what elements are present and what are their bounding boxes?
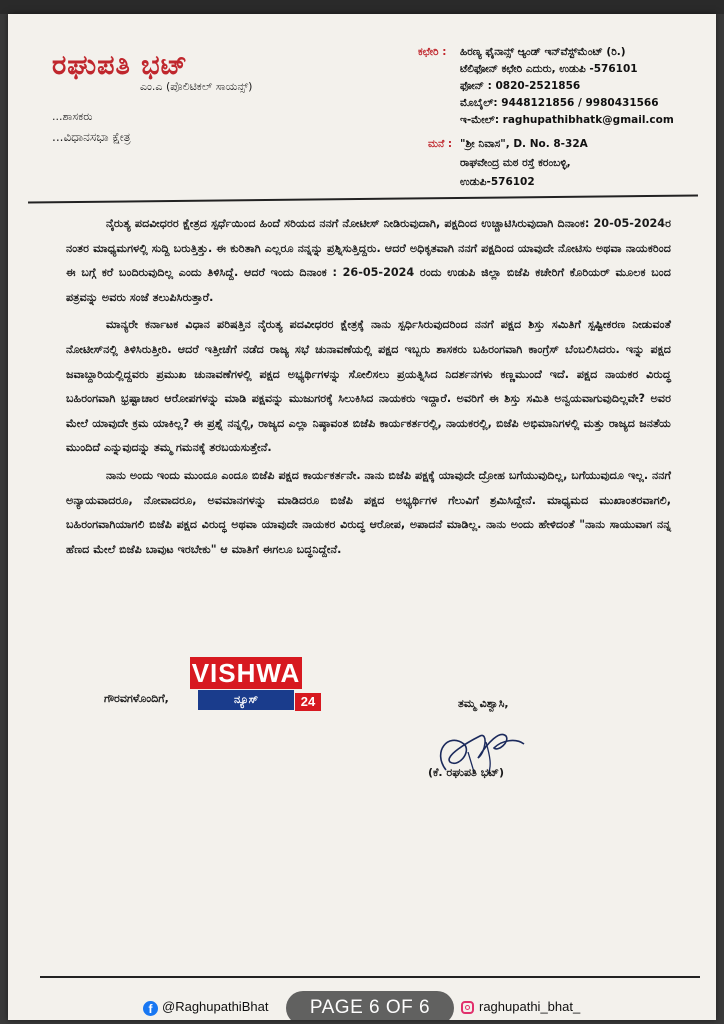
letterhead-name: ರಘುಪತಿ ಭಟ್	[52, 50, 189, 81]
watermark-bottom: ನ್ಯೂಸ್	[198, 690, 294, 710]
office-line: ಟೆಲಿಫೋನ್ ಕಛೇರಿ ಎದುರು, ಉಡುಪಿ -576101	[460, 63, 638, 75]
home-line: "ಶ್ರೀ ನಿವಾಸ", D. No. 8-32A	[460, 138, 588, 150]
instagram-handle-text: raghupathi_bhat_	[479, 999, 581, 1014]
facebook-handle-text: @RaghupathiBhat	[162, 999, 269, 1014]
letter-page	[8, 14, 716, 1020]
home-label: ಮನೆ :	[428, 138, 453, 150]
watermark-top: VISHWA	[191, 658, 301, 688]
footer-bar	[8, 986, 716, 1020]
office-phone: ಫೋನ್ : 0820-2521856	[460, 80, 581, 92]
page-indicator: PAGE 6 OF 6	[286, 991, 454, 1020]
footer-divider	[40, 976, 700, 978]
office-block	[418, 46, 446, 59]
letterhead-role-line2: ...ವಿಧಾನಸಭಾ ಕ್ಷೇತ್ರ	[52, 130, 131, 144]
signatory-name: (ಕೆ. ರಘುಪತಿ ಭಟ್)	[428, 766, 505, 779]
office-line: ಹಿರಣ್ಯ ಫೈನಾನ್ಸ್ ಆ್ಯಂಡ್ ಇನ್‌ವೆಸ್ಟ್‌ಮೆಂಟ್ (ರಿ.)	[460, 46, 626, 58]
body-paragraph: ನೈರುತ್ಯ ಪದವೀಧರರ ಕ್ಷೇತ್ರದ ಸ್ಪರ್ಧೆಯಿಂದ ಹಿಂದೆ ಸರಿಯದ ನನಗೆ ನೋಟೀಸ್ ನೀಡಿರುವುದಾಗಿ, ಪಕ್ಷದಿಂದ ಉಚ್ಚಾಟಿಸಿರುವುದಾಗಿ ದಿನಾಂಕ: 20-05-2024ರ ನಂತರ ಮಾಧ್ಯಮಗಳಲ್ಲಿ ಸುದ್ದಿ ಬರುತ್ತಿತ್ತು. ಈ ಕುರಿತಾಗಿ ಎಲ್ಲರೂ ನನ್ನನ್ನು ಪ್ರಶ್ನಿಸುತ್ತಿದ್ದರು. ಆದರೆ ಅಧಿಕೃತವಾಗಿ ನನಗೆ ಪಕ್ಷದಿಂದ ಯಾವುದೇ ನೋಟಿಸು ಅಥವಾ ನಾಯಕರಿಂದ ಈ ಬಗ್ಗೆ ಕರೆ ಬಂದಿರುವುದಿಲ್ಲ ಎಂದು ತಿಳಿಸಿದ್ದೆ. ಆದರೆ ಇಂದು ದಿನಾಂಕ : 26-05-2024 ರಂದು ಉಡುಪಿ ಜಿಲ್ಲಾ ಬಿಜೆಪಿ ಕಚೇರಿಗೆ ಕೊರಿಯರ್ ಮೂಲಕ ಬಂದ ಪತ್ರವನ್ನು ಅವರು ಸಂಜೆ ತಲುಪಿಸಿರುತ್ತಾರೆ.	[66, 217, 671, 304]
instagram-handle[interactable]	[461, 999, 580, 1014]
letterhead-degree: ಎಂ.ಎ (ಪೊಲಿಟಿಕಲ್ ಸಾಯನ್ಸ್)	[140, 80, 253, 93]
office-mobile: ಮೊಬೈಲ್: 9448121856 / 9980431566	[460, 97, 659, 109]
letterhead-role-line1: ...ಶಾಸಕರು	[52, 110, 93, 123]
closing-yours: ತಮ್ಮ ವಿಶ್ವಾಸಿ,	[458, 697, 509, 710]
home-line: ರಾಘವೇಂದ್ರ ಮಠ ರಸ್ತೆ ಕರಂಬಳ್ಳಿ,	[460, 157, 571, 169]
vishwa-news-watermark	[190, 657, 320, 713]
office-email: ಇ-ಮೇಲ್: raghupathibhatk@gmail.com	[460, 114, 674, 126]
facebook-handle[interactable]	[143, 999, 268, 1016]
body-paragraph: ಮಾನ್ಯರೇ ಕರ್ನಾಟಕ ವಿಧಾನ ಪರಿಷತ್ತಿನ ನೈರುತ್ಯ ಪದವೀಧರರ ಕ್ಷೇತ್ರಕ್ಕೆ ನಾನು ಸ್ಪರ್ಧಿಸಿರುವುದರಿಂದ ನನಗೆ ಪಕ್ಷದ ಶಿಸ್ತು ಸಮಿತಿಗೆ ಸ್ಪಷ್ಟೀಕರಣ ನೀಡುವಂತೆ ನೋಟೀಸ್‌ನಲ್ಲಿ ತಿಳಿಸಿರುತ್ತೀರಿ. ಆದರೆ ಇತ್ತೀಚೆಗೆ ನಡೆದ ರಾಜ್ಯ ಸಭೆ ಚುನಾವಣೆಯಲ್ಲಿ ಪಕ್ಷದ ಇಬ್ಬರು ಶಾಸಕರು ಬಹಿರಂಗವಾಗಿ ಕಾಂಗ್ರೆಸ್ ಬೆಂಬಲಿಸಿದರು. ಇನ್ನು ಪಕ್ಷದ ಜವಾಬ್ದಾರಿಯಲ್ಲಿದ್ದವರು ಪ್ರಮುಖ ಚುನಾವಣೆಗಳಲ್ಲಿ ಪಕ್ಷದ ಅಭ್ಯರ್ಥಿಗಳನ್ನು ಸೋಲಿಸಲು ಪ್ರಯತ್ನಿಸಿದ ನಿದರ್ಶನಗಳು ಕಣ್ಣಮುಂದೆ ಇದೆ. ಪಕ್ಷದ ನಾಯಕರ ವಿರುದ್ಧ ಬಹಿರಂಗವಾಗಿ ಭ್ರಷ್ಟಾಚಾರ ಆರೋಪಗಳನ್ನು ಮಾಡಿ ಪಕ್ಷವನ್ನು ಮುಜುಗರಕ್ಕೆ ಸಿಲುಕಿಸಿದ ನಾಯಕರು ಇದ್ದಾರೆ. ಅವರಿಗೆ ಈ ಶಿಸ್ತು ಸಮಿತಿ ಅನ್ವಯವಾಗುವುದಿಲ್ಲವೇ? ಅವರ ಮೇಲೆ ಯಾವುದೇ ಕ್ರಮ ಯಾಕಿಲ್ಲ? ಈ ಪ್ರಶ್ನೆ ನನ್ನಲ್ಲಿ, ರಾಜ್ಯದ ಎಲ್ಲಾ ನಿಷ್ಠಾವಂತ ಬಿಜೆಪಿ ಕಾರ್ಯಕರ್ತರಲ್ಲಿ, ನಾಯಕರಲ್ಲಿ, ಬಿಜೆಪಿ ಅಭಿಮಾನಿಗಳಲ್ಲಿ ಮತ್ತು ರಾಜ್ಯದ ಜನತೆಯ ಮುಂದಿದೆ ಎನ್ನುವುದನ್ನು ತಮ್ಮ ಗಮನಕ್ಕೆ ತರಬಯಸುತ್ತೇನೆ.	[66, 318, 671, 455]
home-line: ಉಡುಪಿ-576102	[460, 176, 535, 188]
top-dark-bar	[0, 0, 724, 14]
watermark-number: 24	[295, 693, 321, 711]
letter-body	[66, 212, 671, 565]
body-paragraph: ನಾನು ಅಂದು ಇಂದು ಮುಂದೂ ಎಂದೂ ಬಿಜೆಪಿ ಪಕ್ಷದ ಕಾರ್ಯಕರ್ತನೇ. ನಾನು ಬಿಜೆಪಿ ಪಕ್ಷಕ್ಕೆ ಯಾವುದೇ ದ್ರೋಹ ಬಗೆಯುವುದಿಲ್ಲ, ಬಗೆಯುವುದೂ ಇಲ್ಲ. ನನಗೆ ಅನ್ಯಾಯವಾದರೂ, ನೋವಾದರೂ, ಅವಮಾನಗಳನ್ನು ಮಾಡಿದರೂ ಬಿಜೆಪಿ ಪಕ್ಷದ ಅಭ್ಯರ್ಥಿಗಳ ಗೆಲುವಿಗೆ ಶ್ರಮಿಸಿದ್ದೇನೆ. ಮಾಧ್ಯಮದ ಮುಖಾಂತರವಾಗಲಿ, ಬಹಿರಂಗವಾಗಿಯಾಗಲಿ ಬಿಜೆಪಿ ಪಕ್ಷದ ವಿರುದ್ಧ ಅಥವಾ ಯಾವುದೇ ನಾಯಕರ ವಿರುದ್ಧ ಆರೋಪ, ಅಪಾದನೆ ಮಾಡಿಲ್ಲ. ನಾನು ಅಂದು ಹೇಳಿದಂತೆ "ನಾನು ಸಾಯುವಾಗ ನನ್ನ ಹೆಣದ ಮೇಲೆ ಬಿಜೆಪಿ ಬಾವುಟ ಇರಬೇಕು" ಆ ಮಾತಿಗೆ ಈಗಲೂ ಬದ್ಧನಿದ್ದೇನೆ.	[66, 468, 671, 556]
facebook-icon: f	[143, 1001, 158, 1016]
header-divider	[28, 194, 698, 203]
office-label: ಕಛೇರಿ :	[418, 46, 447, 58]
closing-regards: ಗೌರವಗಳೊಂದಿಗೆ,	[104, 692, 169, 705]
instagram-icon	[461, 1001, 474, 1014]
